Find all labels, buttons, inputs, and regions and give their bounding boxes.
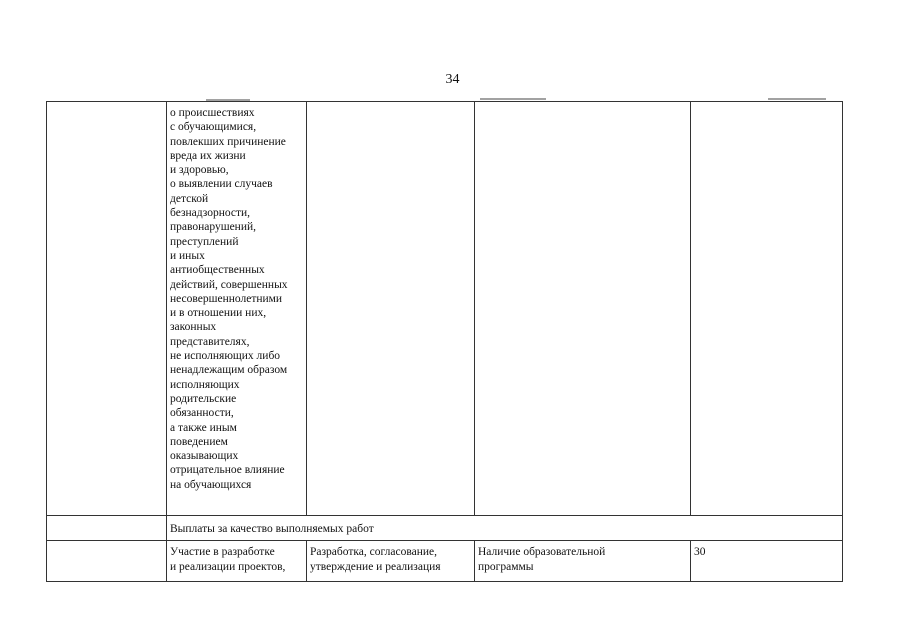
text-line: повлекших причинение — [170, 135, 286, 148]
table-cell — [307, 541, 475, 582]
text-line: Наличие образовательной — [478, 546, 606, 559]
section-header-cell — [167, 516, 843, 541]
text-line: утверждение и реализация — [310, 560, 441, 573]
table-cell — [47, 516, 167, 541]
table-row — [47, 102, 843, 516]
table-cell — [475, 541, 691, 582]
text-line: обязанности, — [170, 407, 234, 420]
text-line: программы — [478, 560, 534, 573]
text-line: ненадлежащим образом — [170, 364, 288, 377]
text-line: а также иным — [170, 421, 237, 434]
text-line: о происшествиях — [170, 107, 255, 119]
scan-mark — [768, 98, 826, 100]
table-cell — [47, 541, 167, 582]
text-line: и в отношении них, — [170, 307, 267, 320]
text-line: не исполняющих либо — [170, 350, 281, 363]
table-cell — [691, 541, 843, 582]
page-number: 34 — [445, 72, 460, 87]
table-cell — [167, 102, 307, 516]
text-line: и иных — [170, 249, 205, 262]
scan-mark — [480, 98, 546, 100]
text-line: правонарушений, — [170, 221, 257, 234]
table-cell — [307, 102, 475, 516]
text-line: родительские — [170, 392, 237, 405]
text-line: отрицательное влияние — [170, 464, 285, 477]
points-value: 30 — [694, 546, 706, 559]
text-line: антиобщественных — [170, 264, 265, 277]
text-line: на обучающихся — [170, 478, 252, 491]
text-line: безнадзорности, — [170, 207, 251, 220]
text-line: поведением — [170, 435, 228, 448]
text-line: исполняющих — [170, 378, 240, 391]
text-line: действий, совершенных — [170, 278, 288, 291]
table-row — [47, 516, 843, 541]
text-line: представителях, — [170, 335, 250, 348]
criteria-text — [167, 102, 306, 494]
table-cell — [167, 541, 307, 582]
document-table — [46, 101, 843, 582]
text-line: детской — [170, 192, 209, 205]
table-row — [47, 541, 843, 582]
text-line: преступлений — [170, 235, 239, 248]
text-line: вреда их жизни — [170, 149, 246, 162]
table-cell — [691, 102, 843, 516]
table-cell — [475, 102, 691, 516]
table-cell — [47, 102, 167, 516]
section-label: Выплаты за качество выполняемых работ — [170, 523, 374, 535]
text-line: Участие в разработке — [170, 546, 275, 559]
text-line: и здоровью, — [170, 164, 229, 177]
text-line: несовершеннолетними — [170, 292, 283, 305]
text-line: оказывающих — [170, 450, 239, 463]
text-line: о выявлении случаев — [170, 178, 273, 191]
text-line: законных — [170, 321, 217, 334]
text-line: с обучающимися, — [170, 121, 257, 134]
text-line: Разработка, согласование, — [310, 546, 437, 559]
text-line: и реализации проектов, — [170, 560, 286, 573]
